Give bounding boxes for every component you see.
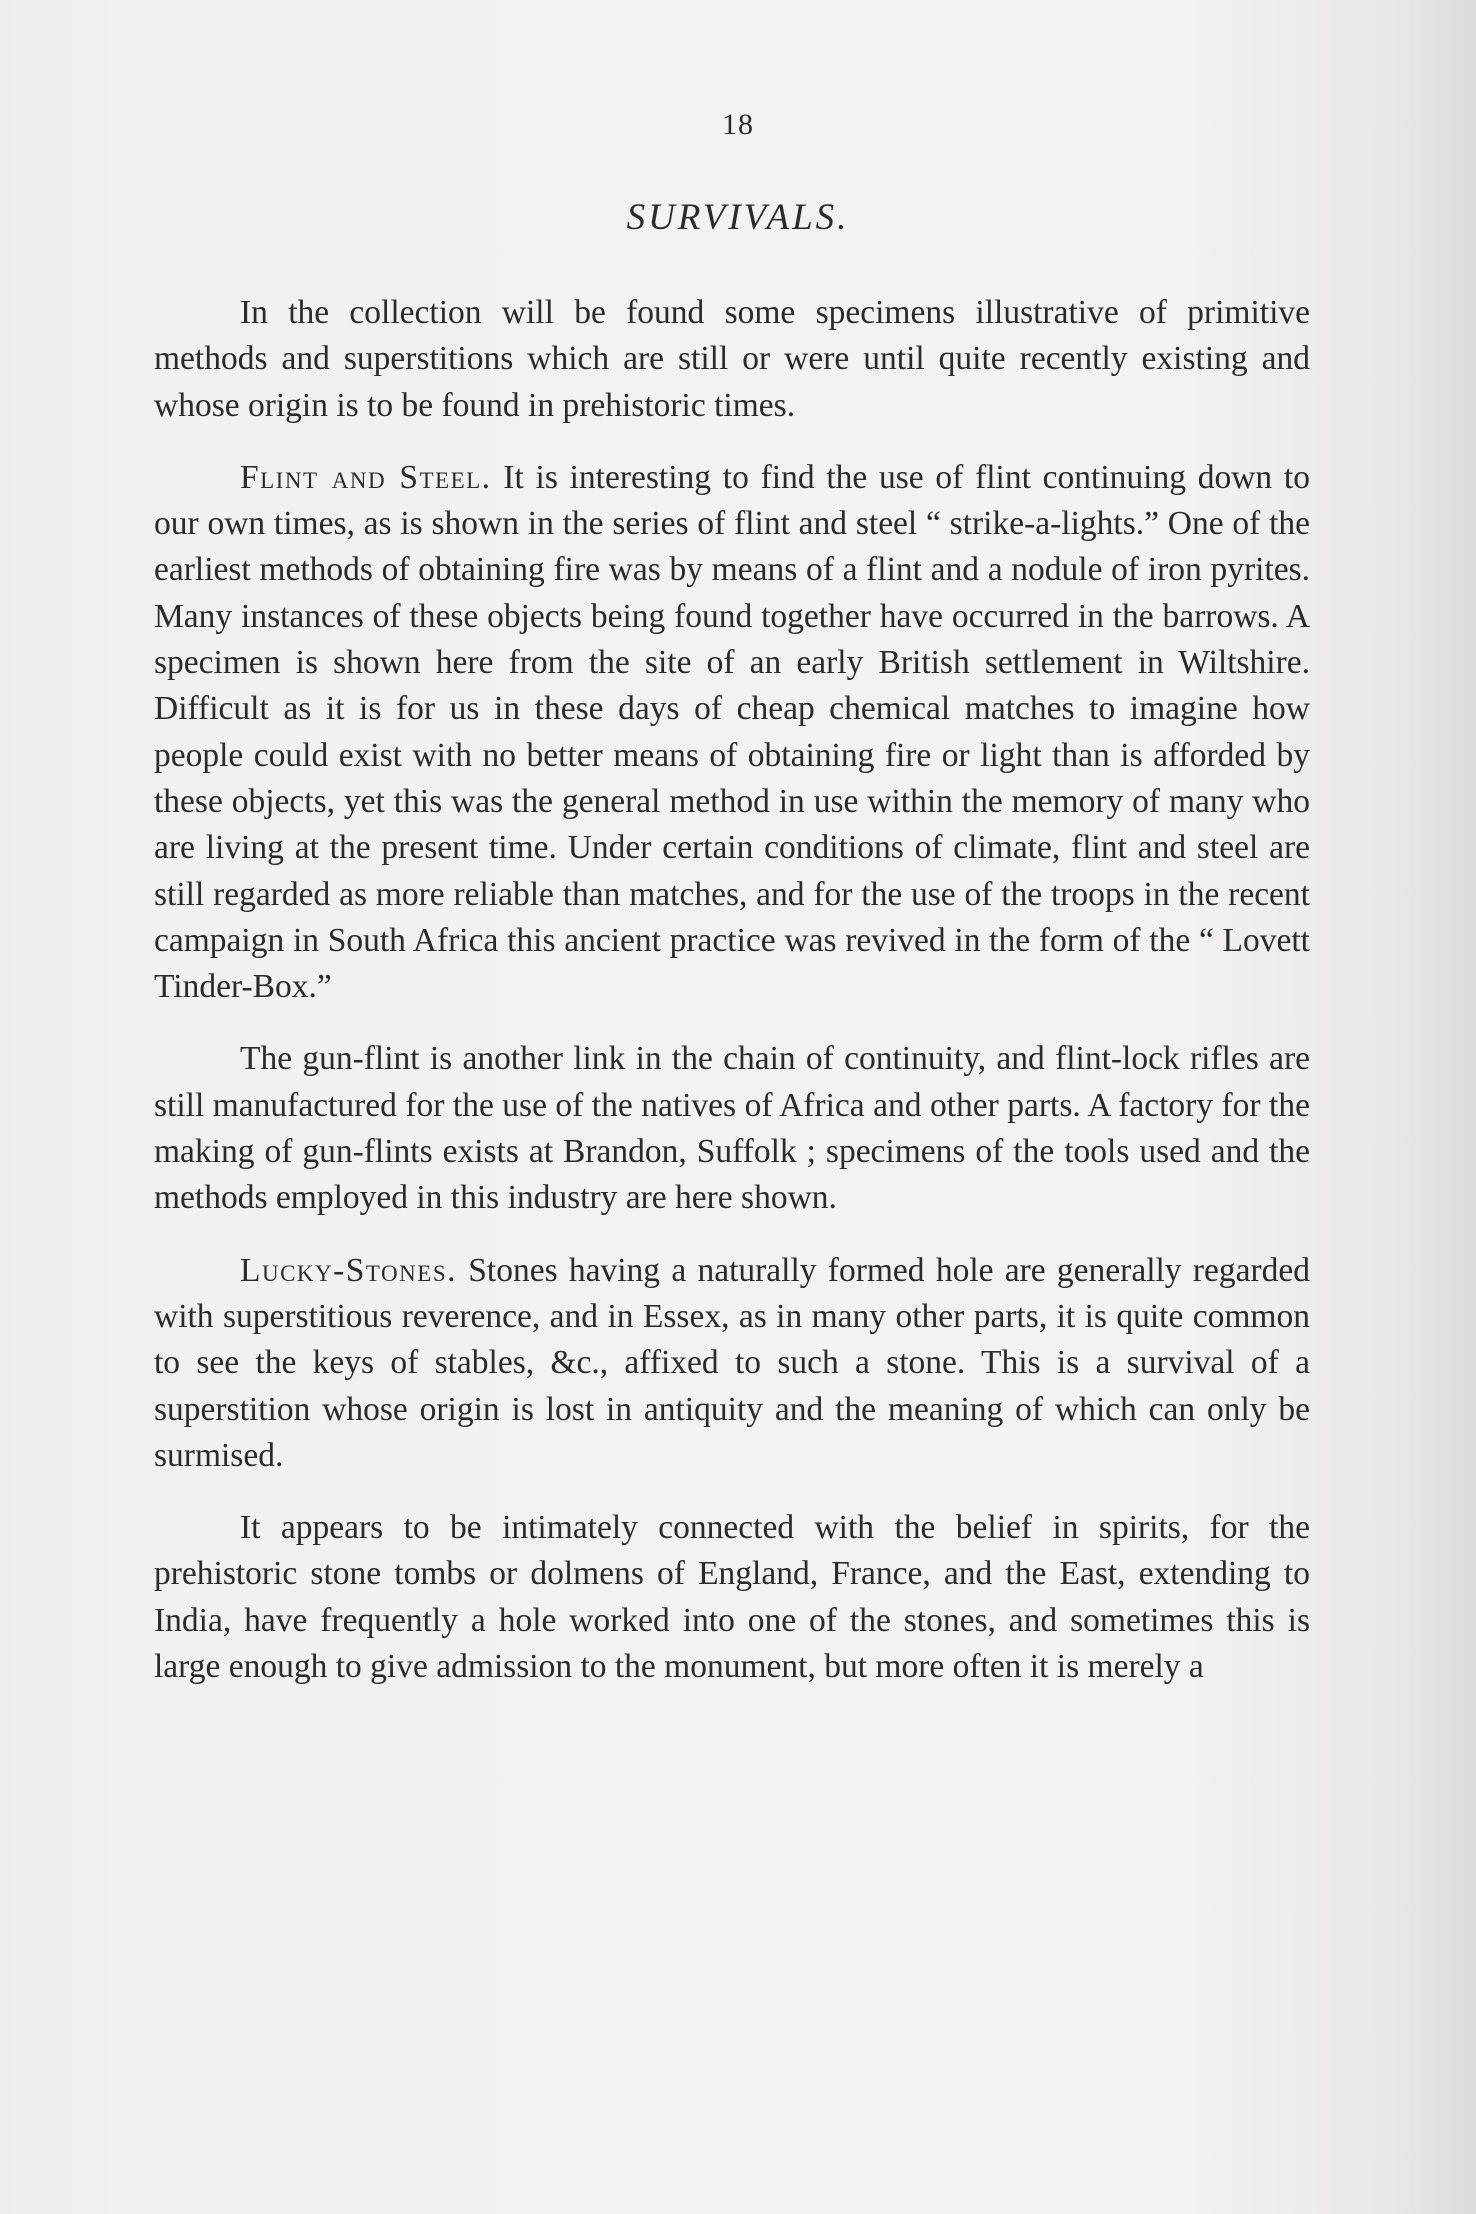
paragraph-text: It is interesting to find the use of flint continuing down to our own times, as is shown in the series of flint and steel “ strike-a-lights.” One of the earliest methods of obtaining fire was by means of a flint and a nodule of iron pyrites. Many instances of these objects being found together have occurred in the barrows. A specimen is shown here from the site of an early British settlement in Wiltshire. Difficult as it is for us in these days of cheap chemical matches to imagine how people could exist with no better means of obtaining fire or light than is afforded by these objects, yet this was the general method in use within the memory of many who are living at the present time. Under certain conditions of climate, flint and steel are still regarded as more reliable than matches, and for the use of the troops in the recent campaign in South Africa this ancient practice was revived in the form of the “ Lovett Tinder-Box.” xyxy=(154,458,1310,1006)
paragraph-lead: Lucky-Stones. xyxy=(240,1251,457,1289)
body-text xyxy=(154,290,1310,1690)
paragraph-lucky-stones xyxy=(154,1248,1310,1479)
section-heading: SURVIVALS. xyxy=(626,197,850,238)
paragraph-lead: Flint and Steel. xyxy=(240,458,492,496)
paragraph-text: Stones having a naturally formed hole are generally regarded with superstitious reverence, and in Essex, as in many other parts, it is quite common to see the keys of stables, &c., affixed to such a stone. This is a survival of a superstition whose origin is lost in antiquity and the meaning of which can only be surmised. xyxy=(154,1251,1310,1474)
paragraph-flint-and-steel xyxy=(154,455,1310,1011)
paragraph-text: The gun-flint is another link in the chain of continuity, and flint-lock rifles are still manufactured for the use of the natives of Africa and other parts. A factory for the making of gun-flints exists at Brandon, Suffolk ; specimens of the tools used and the methods employed in this industry are here shown. xyxy=(154,1040,1310,1217)
paragraph-intro xyxy=(154,290,1310,429)
paragraph-text: It appears to be intimately connected with the belief in spirits, for the prehistoric stone tombs or dolmens of England, France, and the East, extending to India, have frequently a hole worked into one of the stones, and sometimes this is large enough to give admission to the monument, but more often it is merely a xyxy=(154,1509,1310,1686)
paragraph-spirits xyxy=(154,1505,1310,1690)
page-number: 18 xyxy=(722,108,754,141)
paragraph-gun-flint xyxy=(154,1036,1310,1221)
paragraph-text: In the collection will be found some specimens illustrative of primitive methods and superstitions which are still or were until quite recently existing and whose origin is to be found in prehistoric times. xyxy=(154,294,1310,424)
